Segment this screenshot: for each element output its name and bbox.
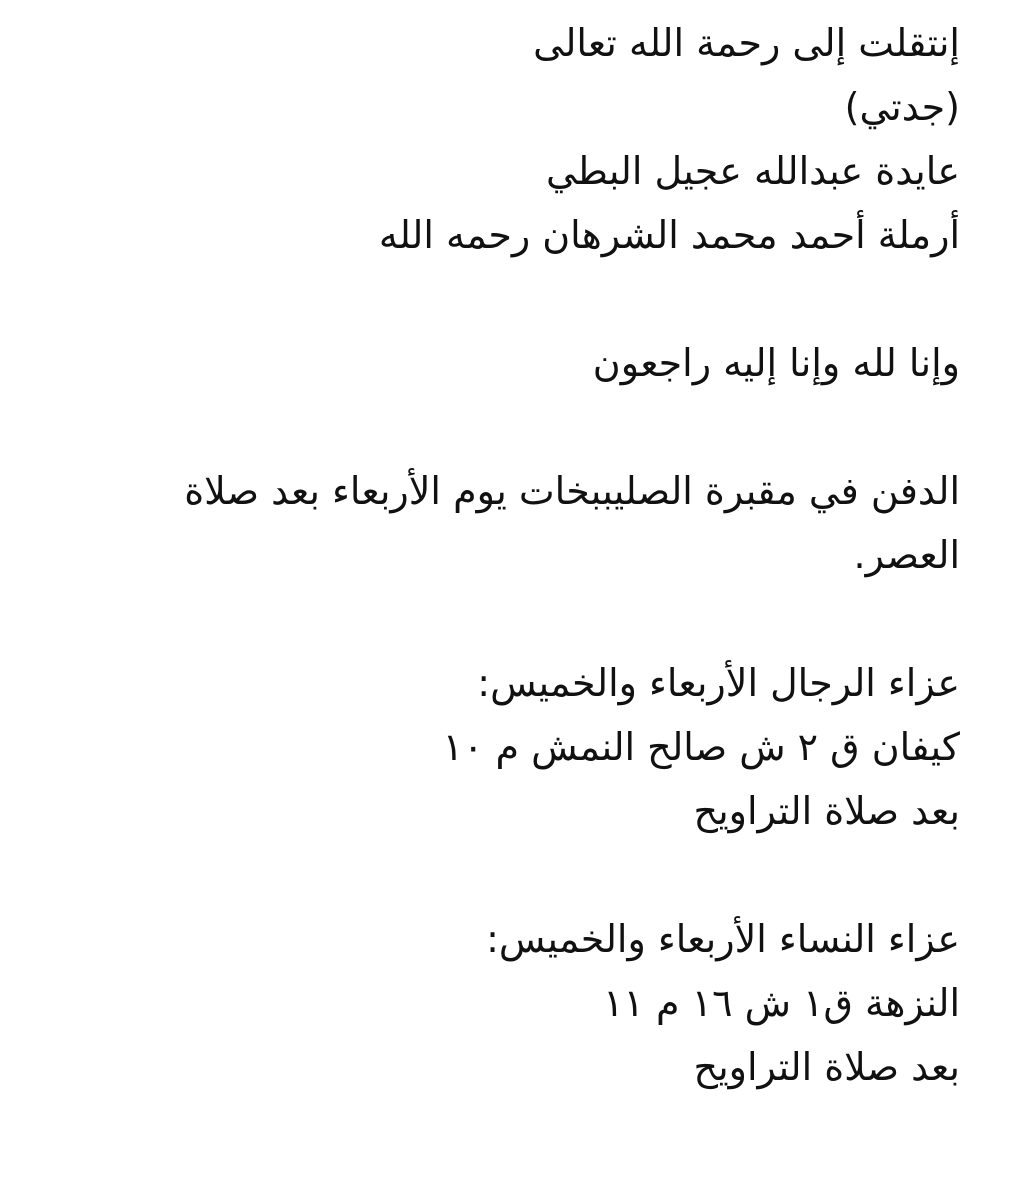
announcement-line-relation: (جدتي): [844, 85, 960, 129]
women-condolence-time: بعد صلاة التراويح: [693, 1045, 960, 1089]
announcement-document: [60, 0, 960, 1099]
men-condolence-title: عزاء الرجال الأربعاء والخميس:: [477, 661, 960, 705]
women-condolence-title: عزاء النساء الأربعاء والخميس:: [486, 917, 960, 961]
burial-info: الدفن في مقبرة الصليببخات يوم الأربعاء بعد صلاة العصر.: [184, 469, 960, 577]
men-condolence-location: كيفان ق ٢ ش صالح النمش م ١٠: [442, 725, 960, 769]
deceased-name: عايدة عبدالله عجيل البطي: [546, 149, 960, 193]
spacer: [60, 587, 960, 651]
widow-of-line: أرملة أحمد محمد الشرهان رحمه الله: [378, 213, 960, 257]
spacer: [60, 843, 960, 907]
announcement-line-passed-away: إنتقلت إلى رحمة الله تعالى: [533, 21, 960, 65]
spacer: [60, 267, 960, 331]
quran-verse: وإنا لله وإنا إليه راجعون: [592, 341, 960, 385]
women-condolence-location: النزهة ق١ ش ١٦ م ١١: [603, 981, 960, 1025]
spacer: [60, 395, 960, 459]
men-condolence-time: بعد صلاة التراويح: [693, 789, 960, 833]
